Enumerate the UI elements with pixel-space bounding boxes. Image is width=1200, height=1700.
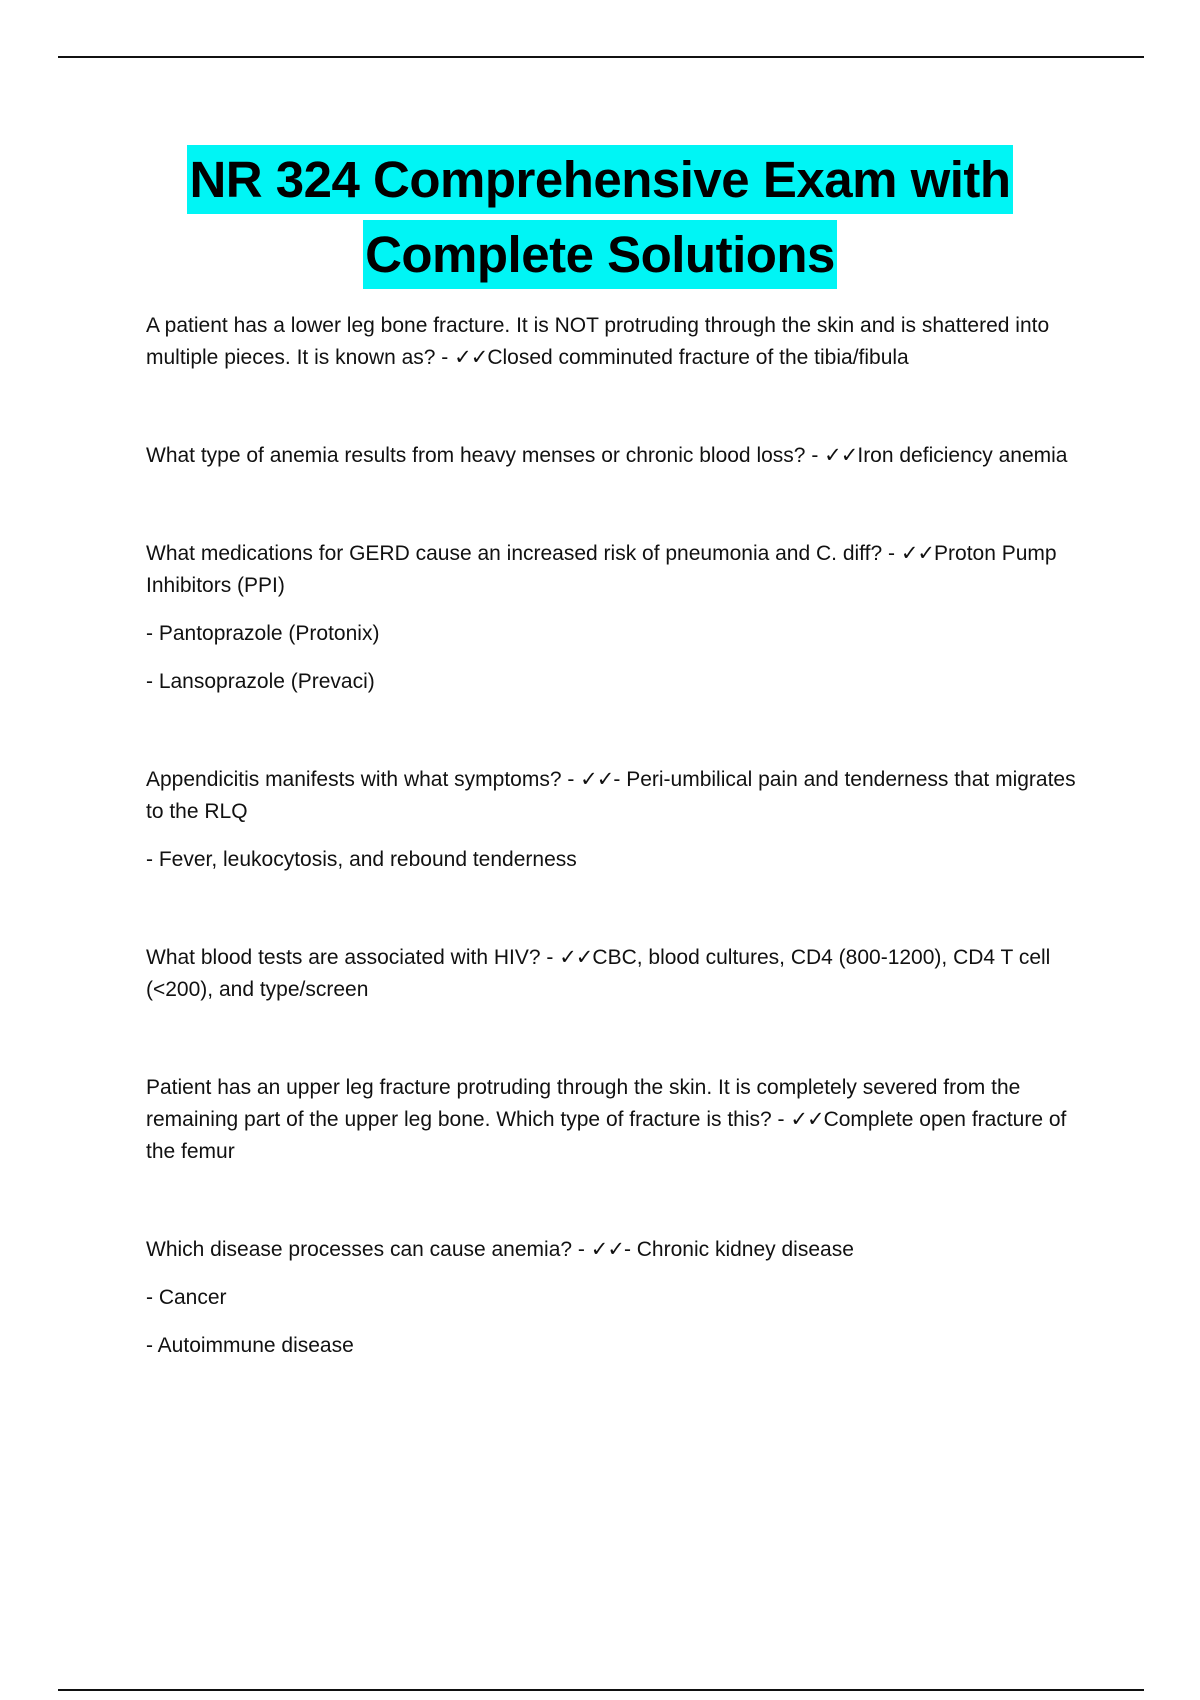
qa-text <box>146 538 1096 602</box>
answer-text: Complete open fracture of the femur <box>146 1108 1067 1163</box>
question-text: What blood tests are associated with HIV? <box>146 946 541 969</box>
check-icon: ✓✓ <box>580 768 614 791</box>
qa-text <box>146 764 1096 828</box>
qa-text <box>146 1072 1096 1168</box>
answer-text: - Chronic kidney disease <box>623 1238 854 1261</box>
qa-item <box>146 310 1096 374</box>
qa-item <box>146 1234 1096 1362</box>
answer-bullet: - Fever, leukocytosis, and rebound tenderness <box>146 848 577 871</box>
question-text: What medications for GERD cause an increased risk of pneumonia and C. diff? <box>146 542 883 565</box>
check-icon: ✓✓ <box>590 1238 624 1261</box>
qa-item <box>146 1072 1096 1168</box>
qa-text <box>146 310 1096 374</box>
bottom-rule <box>58 1689 1144 1691</box>
qa-item <box>146 764 1096 876</box>
answer-text: Iron deficiency anemia <box>857 444 1068 467</box>
separator: - <box>771 1108 791 1131</box>
top-rule <box>58 56 1144 58</box>
title-line-1 <box>0 145 1200 214</box>
title-text-2: Complete Solutions <box>363 220 837 289</box>
check-icon: ✓✓ <box>454 346 488 369</box>
separator: - <box>540 946 560 969</box>
qa-item <box>146 538 1096 698</box>
check-icon: ✓✓ <box>559 946 593 969</box>
document-title <box>0 145 1200 289</box>
answer-bullet: - Lansoprazole (Prevaci) <box>146 670 375 693</box>
separator: - <box>805 444 825 467</box>
check-icon: ✓✓ <box>824 444 858 467</box>
question-text: Patient has an upper leg fracture protruding through the skin. It is completely severed from the remaining part of the upper leg bone. Which type of fracture is this? <box>146 1076 1021 1131</box>
qa-text <box>146 440 1096 472</box>
question-text: Appendicitis manifests with what symptoms? <box>146 768 562 791</box>
question-text: Which disease processes can cause anemia? <box>146 1238 573 1261</box>
separator: - <box>882 542 901 565</box>
answer-text: - Peri-umbilical pain and tenderness that migrates to the RLQ <box>146 768 1076 823</box>
answer-bullet: - Pantoprazole (Protonix) <box>146 622 380 645</box>
question-text: What type of anemia results from heavy menses or chronic blood loss? <box>146 444 806 467</box>
qa-text <box>146 1234 1096 1266</box>
question-text: A patient has a lower leg bone fracture. It is NOT protruding through the skin and is shattered into multiple pieces. It is known as? <box>146 314 1050 369</box>
separator: - <box>561 768 581 791</box>
qa-text <box>146 942 1096 1006</box>
title-line-2 <box>0 220 1200 289</box>
answer-bullet: - Autoimmune disease <box>146 1334 354 1357</box>
answer-text: Closed comminuted fracture of the tibia/fibula <box>487 346 909 369</box>
separator: - <box>572 1238 591 1261</box>
check-icon: ✓✓ <box>900 542 935 565</box>
answer-text: CBC, blood cultures, CD4 (800-1200), CD4 T cell (<200), and type/screen <box>146 946 1051 1001</box>
answer-text: Proton Pump Inhibitors (PPI) <box>146 542 1057 597</box>
qa-item <box>146 942 1096 1006</box>
title-text-1: NR 324 Comprehensive Exam with <box>187 145 1012 214</box>
qa-item <box>146 440 1096 472</box>
qa-list <box>146 310 1096 1362</box>
separator: - <box>435 346 455 369</box>
check-icon: ✓✓ <box>790 1108 824 1131</box>
answer-bullet: - Cancer <box>146 1286 227 1309</box>
